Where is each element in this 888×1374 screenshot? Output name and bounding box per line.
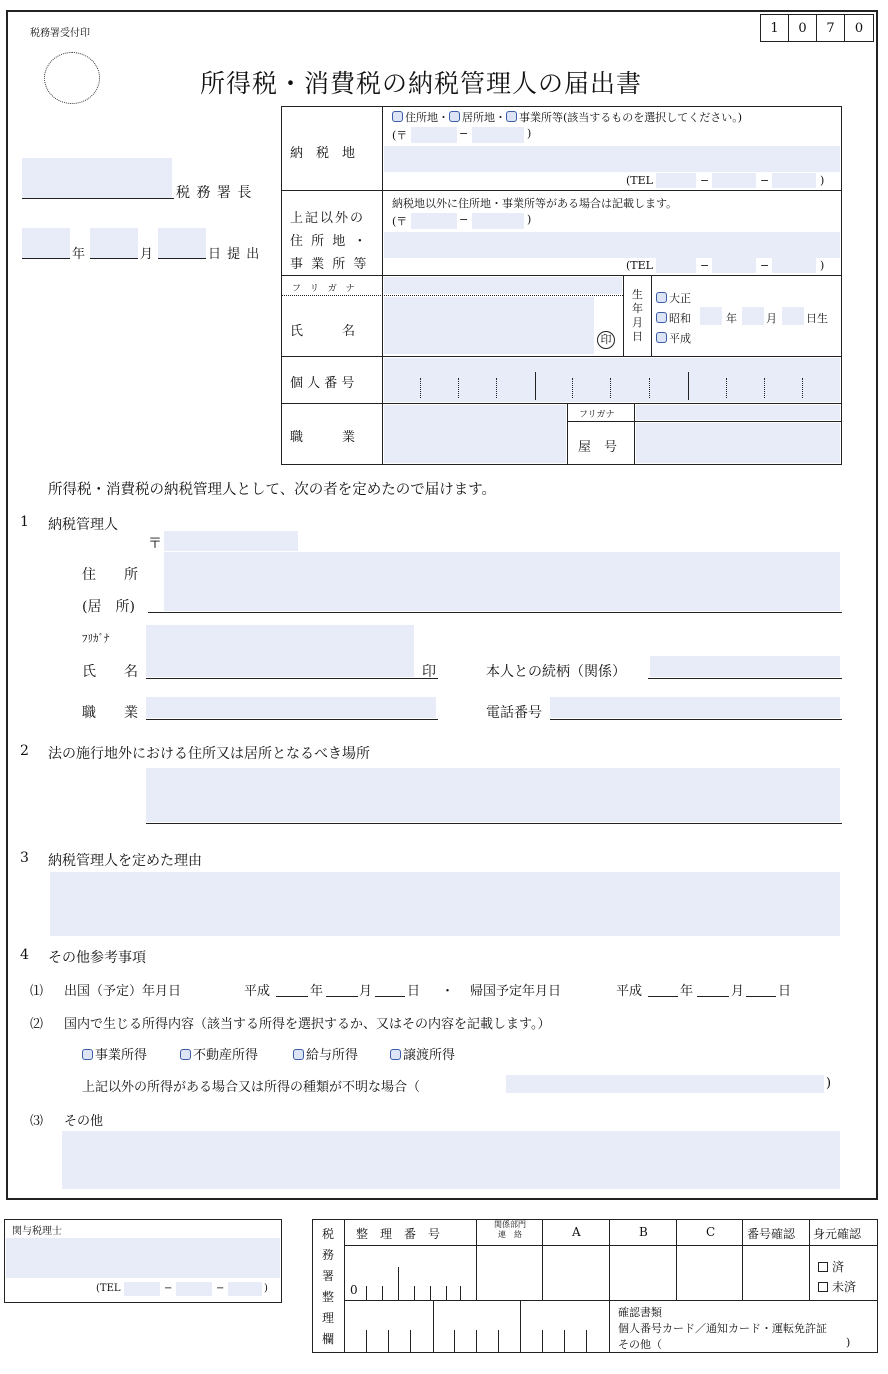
- reason-input[interactable]: [50, 872, 840, 936]
- form-code-digit: 0: [789, 15, 817, 41]
- submit-day-input[interactable]: [158, 228, 206, 258]
- birth-day-input[interactable]: [782, 307, 804, 325]
- agent-tel-3[interactable]: [228, 1282, 262, 1296]
- income-choice-salary[interactable]: 給与所得: [293, 1044, 358, 1063]
- name-input[interactable]: [384, 297, 594, 354]
- income-choice-transfer[interactable]: 譲渡所得: [390, 1044, 455, 1063]
- birth-label: 生 年 月 日: [632, 288, 643, 343]
- form-title: 所得税・消費税の納税管理人の届出書: [200, 69, 643, 98]
- name-label: 氏 名: [290, 324, 356, 339]
- taxpayer-tel-1[interactable]: [656, 173, 696, 188]
- manager-address-input[interactable]: [164, 552, 840, 611]
- other-tel-2[interactable]: [712, 258, 756, 273]
- check-done[interactable]: 済: [818, 1258, 844, 1275]
- relation-input[interactable]: [650, 656, 840, 677]
- other-income-input[interactable]: [506, 1075, 824, 1093]
- section3-title: 納税管理人を定めた理由: [48, 853, 202, 869]
- radio-address[interactable]: [392, 111, 403, 122]
- job-input[interactable]: [384, 405, 566, 463]
- form-code-digit: 1: [761, 15, 789, 41]
- other-address-input[interactable]: [384, 232, 840, 258]
- leave-year-input[interactable]: [276, 996, 308, 997]
- statement-text: 所得税・消費税の納税管理人として、次の者を定めたので届けます。: [48, 482, 497, 498]
- shop-furigana-input[interactable]: [636, 405, 840, 420]
- other-tel-3[interactable]: [772, 258, 816, 273]
- submit-year-input[interactable]: [22, 228, 70, 258]
- return-month-input[interactable]: [697, 996, 729, 997]
- taxpayer-tel-3[interactable]: [772, 173, 816, 188]
- income-question: 国内で生じる所得内容（該当する所得を選択するか、又はその内容を記載します。）: [64, 1017, 551, 1032]
- section4-title: その他参考事項: [48, 950, 146, 966]
- income-choice-realestate[interactable]: 不動産所得: [180, 1044, 258, 1063]
- seiri-number-prefix: 0: [350, 1283, 358, 1297]
- section1-title: 納税管理人: [48, 517, 118, 533]
- return-day-input[interactable]: [746, 996, 776, 997]
- mynumber-input[interactable]: [384, 358, 840, 402]
- agent-tel-2[interactable]: [176, 1282, 212, 1296]
- form-code-digit: 7: [817, 15, 845, 41]
- taxpayer-postal-2[interactable]: [472, 127, 524, 143]
- era-taisho[interactable]: 大正: [656, 290, 691, 306]
- other-tel-1[interactable]: [656, 258, 696, 273]
- era-heisei[interactable]: 平成: [656, 330, 691, 346]
- reception-stamp-circle: [44, 52, 100, 104]
- other-address-note: 納税地以外に住所地・事業所等がある場合は記載します。: [392, 197, 678, 210]
- job-label: 職 業: [290, 430, 356, 445]
- income-choice-business[interactable]: 事業所得: [82, 1044, 147, 1063]
- return-year-input[interactable]: [648, 996, 678, 997]
- leave-day-input[interactable]: [375, 996, 405, 997]
- form-code: [760, 14, 874, 42]
- agent-name-input[interactable]: [6, 1238, 280, 1278]
- office-use-side-label: 税 務 署 整 理 欄: [322, 1227, 335, 1346]
- other-notes-input[interactable]: [62, 1131, 840, 1189]
- form-code-digit: 0: [854, 20, 864, 36]
- foreign-address-input[interactable]: [146, 768, 840, 822]
- address-type-choices: 住所地・ 居所地・ 事業所等(該当するものを選択してください。): [392, 109, 742, 125]
- section2-title: 法の施行地外における住所又は居所となるべき場所: [48, 746, 370, 762]
- furigana-input[interactable]: [384, 277, 622, 294]
- other-postal-1[interactable]: [411, 213, 457, 229]
- manager-name-input[interactable]: [146, 625, 414, 677]
- other-label: その他: [64, 1114, 104, 1129]
- stamp-label: 税務署受付印: [30, 28, 90, 39]
- other-postal-2[interactable]: [472, 213, 524, 229]
- taxpayer-address-input[interactable]: [384, 146, 840, 172]
- shop-name-input[interactable]: [636, 423, 840, 463]
- tax-office-suffix: 税 務 署 長: [176, 185, 253, 201]
- tax-office-input[interactable]: [22, 158, 172, 198]
- birth-year-input[interactable]: [700, 307, 722, 325]
- seal-mark: 印: [597, 331, 615, 349]
- radio-residence[interactable]: [449, 111, 460, 122]
- taxpayer-postal-1[interactable]: [411, 127, 457, 143]
- birth-month-input[interactable]: [742, 307, 764, 325]
- manager-job-input[interactable]: [146, 697, 436, 718]
- era-showa[interactable]: 昭和: [656, 310, 691, 326]
- check-not-done[interactable]: 未済: [818, 1278, 856, 1295]
- mynumber-label: 個 人 番 号: [290, 376, 355, 391]
- submit-month-input[interactable]: [90, 228, 138, 258]
- manager-seal: 印: [422, 664, 436, 680]
- kakunin-label: 確認書類: [618, 1306, 662, 1319]
- shop-label: 屋 号: [578, 440, 618, 455]
- manager-phone-input[interactable]: [550, 697, 840, 718]
- agent-tel-1[interactable]: [124, 1282, 160, 1296]
- taxpayer-tel-2[interactable]: [712, 173, 756, 188]
- nozei-label: 納 税 地: [290, 146, 356, 161]
- manager-postal-input[interactable]: [164, 531, 298, 551]
- leave-month-input[interactable]: [326, 996, 358, 997]
- radio-office[interactable]: [506, 111, 517, 122]
